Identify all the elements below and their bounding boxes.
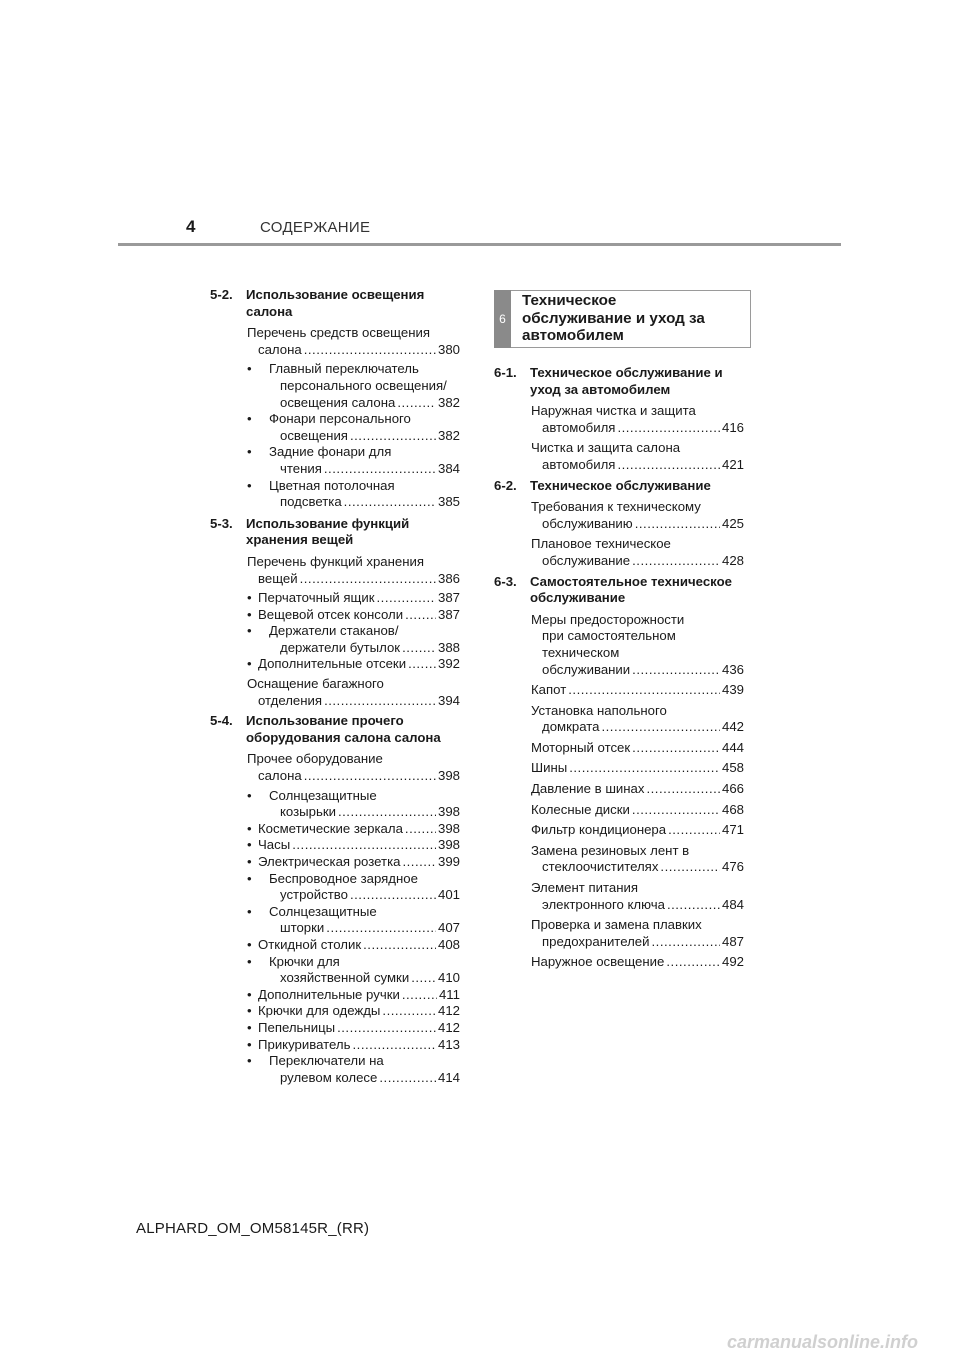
toc-entry[interactable]: Прочее оборудование салона ..... 398: [247, 751, 460, 784]
toc-entry[interactable]: Плановое техническое обслуживание ..... 428: [531, 536, 744, 569]
section-heading[interactable]: 6-2. Техническое обслуживание: [494, 477, 711, 493]
section-number: 6-3.: [494, 573, 517, 589]
chapter-tab: 6: [494, 290, 511, 348]
toc-bullet-entry[interactable]: • Откидной столик ..... 408: [247, 937, 460, 954]
toc-bullet-entry[interactable]: • Крючки для одежды ..... 412: [247, 1003, 460, 1020]
toc-entry[interactable]: Перечень средств освещения салона ..... 380: [247, 325, 460, 358]
toc-bullet-entry[interactable]: • Цветная потолочная подсветка ..... 385: [247, 478, 460, 511]
section-number: 5-2.: [210, 287, 233, 302]
section-number: 5-4.: [210, 713, 233, 729]
toc-bullet-entry[interactable]: • Беспроводное зарядное устройство ..... 401: [247, 871, 460, 904]
toc-left-column: [210, 287, 460, 1091]
toc-bullet-entry[interactable]: • Перчаточный ящик ..... 387: [247, 590, 460, 607]
toc-bullet-entry[interactable]: • Пепельницы ..... 412: [247, 1020, 460, 1037]
toc-entry[interactable]: Установка напольного домкрата ..... 442: [531, 703, 744, 736]
watermark: carmanualsonline.info: [727, 1332, 919, 1352]
toc-bullet-entry[interactable]: • Переключатели на рулевом колесе ..... 414: [247, 1053, 460, 1086]
toc-bullet-entry[interactable]: • Дополнительные ручки ..... 411: [247, 987, 460, 1004]
toc-bullet-entry[interactable]: • Задние фонари для чтения ..... 384: [247, 444, 460, 477]
header-rule: [118, 243, 841, 246]
toc-entry[interactable]: Наружная чистка и защита автомобиля ..... 416: [531, 403, 744, 436]
toc-bullet-entry[interactable]: • Вещевой отсек консоли ..... 387: [247, 607, 460, 624]
toc-bullet-entry[interactable]: • Крючки для хозяйственной сумки ..... 410: [247, 954, 460, 987]
toc-entry[interactable]: Замена резиновых лент в стеклоочистителях ..... 476: [531, 843, 744, 876]
toc-right-column: [494, 365, 744, 975]
chapter-title[interactable]: Техническое обслуживание и уход за автомобилем: [522, 292, 705, 345]
toc-entry[interactable]: Давление в шинах ..... 466: [531, 781, 744, 798]
toc-bullet-entry[interactable]: • Держатели стаканов/ держатели бутылок ..... 388: [247, 623, 460, 656]
section-heading[interactable]: 5-3. Использование функций хранения вещей: [210, 515, 410, 548]
section-heading[interactable]: 6-1. Техническое обслуживание и уход за автомобилем: [494, 365, 723, 397]
document-code: ALPHARD_OM_OM58145R_(RR): [136, 1220, 370, 1237]
section-number: 5-3.: [210, 515, 233, 531]
toc-bullet-entry[interactable]: • Солнцезащитные козырьки ..... 398: [247, 788, 460, 821]
toc-entry[interactable]: Элемент питания электронного ключа ..... 484: [531, 880, 744, 913]
page-header-title: СОДЕРЖАНИЕ: [260, 219, 371, 236]
toc-entry[interactable]: Перечень функций хранения вещей ..... 386: [247, 554, 460, 587]
page-ref: 380: [437, 341, 460, 357]
toc-bullet-entry[interactable]: • Прикуриватель ..... 413: [247, 1037, 460, 1054]
toc-entry[interactable]: Наружное освещение ..... 492: [531, 954, 744, 971]
toc-bullet-entry[interactable]: • Часы ..... 398: [247, 837, 460, 854]
toc-entry[interactable]: Фильтр кондиционера ..... 471: [531, 822, 744, 839]
toc-entry[interactable]: Капот ..... 439: [531, 682, 744, 699]
toc-bullet-entry[interactable]: • Косметические зеркала ..... 398: [247, 821, 460, 838]
toc-entry[interactable]: Колесные диски ..... 468: [531, 802, 744, 819]
toc-bullet-entry[interactable]: • Солнцезащитные шторки ..... 407: [247, 904, 460, 937]
section-heading[interactable]: 5-2. Использование освещения салона: [210, 287, 425, 319]
toc-entry[interactable]: Моторный отсек ..... 444: [531, 740, 744, 757]
toc-entry[interactable]: Оснащение багажного отделения ..... 394: [247, 676, 460, 709]
toc-entry[interactable]: Требования к техническому обслуживанию ..... 425: [531, 499, 744, 532]
toc-entry[interactable]: Чистка и защита салона автомобиля ..... 421: [531, 440, 744, 473]
section-heading[interactable]: 5-4. Использование прочего оборудования салона салона: [210, 713, 441, 745]
section-heading[interactable]: 6-3. Самостоятельное техническое обслуживание: [494, 573, 732, 606]
toc-bullet-entry[interactable]: • Фонари персонального освещения ..... 382: [247, 411, 460, 444]
toc-bullet-entry[interactable]: • Дополнительные отсеки ..... 392: [247, 656, 460, 673]
section-number: 6-1.: [494, 365, 517, 380]
page-number: 4: [186, 217, 196, 236]
toc-entry[interactable]: Проверка и замена плавких предохранителей ..... 487: [531, 917, 744, 950]
toc-entry[interactable]: Меры предосторожности при самостоятельном техническом обслуживании ..... 436: [531, 612, 744, 678]
toc-entry[interactable]: Шины ..... 458: [531, 760, 744, 777]
section-number: 6-2.: [494, 477, 517, 493]
toc-bullet-entry[interactable]: • Электрическая розетка ..... 399: [247, 854, 460, 871]
toc-bullet-entry[interactable]: • Главный переключатель персонального освещения/ освещения салона ..... 382: [247, 361, 460, 411]
